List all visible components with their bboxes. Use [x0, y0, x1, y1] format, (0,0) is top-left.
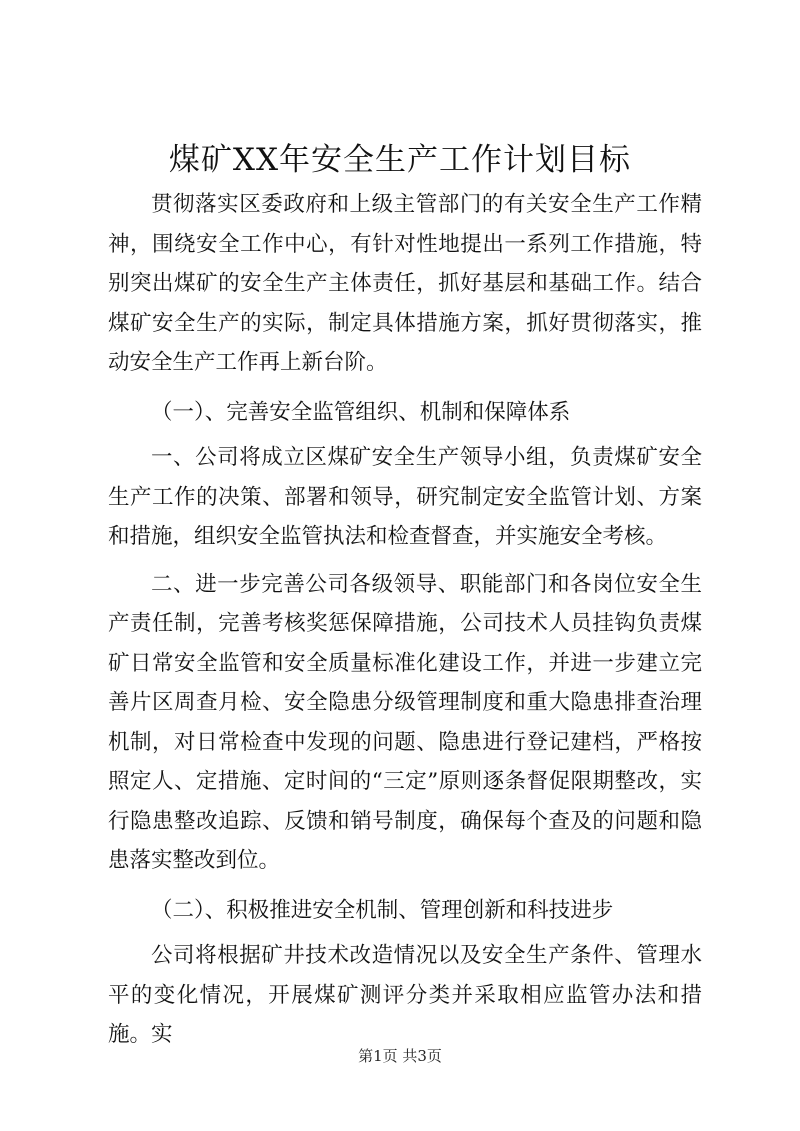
page-number-footer: 第1页 共3页	[358, 1047, 442, 1065]
section-2-paragraph: 公司将根据矿井技术改造情况以及安全生产条件、管理水平的变化情况，开展煤矿测评分类并采取相应监管办法和措施。实	[108, 943, 702, 1047]
section-heading-2: （二）、积极推进安全机制、管理创新和科技进步	[151, 897, 614, 923]
item-paragraph-2: 二、进一步完善公司各级领导、职能部门和各岗位安全生产责任制，完善考核奖惩保障措施，公司技术人员挂钩负责煤矿日常安全监管和安全质量标准化建设工作，并进一步建立完善片区周查月检、安全隐患分级管理制度和重大隐患排查治理机制，对日常检查中发现的问题、隐患进行登记建档，严格按照定人、定措施、定时间的“三定”原则逐条督促限期整改，实行隐患整改追踪、反馈和销号制度，确保每个查及的问题和隐患落实整改到位。	[108, 571, 702, 873]
document-body	[108, 185, 702, 1055]
item-paragraph-1: 一、公司将成立区煤矿安全生产领导小组，负责煤矿安全生产工作的决策、部署和领导，研究制定安全监管计划、方案和措施，组织安全监管执法和检查督查，并实施安全考核。	[108, 445, 702, 549]
document-title: 煤矿XX年安全生产工作计划目标	[168, 142, 632, 178]
intro-paragraph: 贯彻落实区委政府和上级主管部门的有关安全生产工作精神，围绕安全工作中心，有针对性地提出一系列工作措施，特别突出煤矿的安全生产主体责任，抓好基层和基础工作。结合煤矿安全生产的实际，制定具体措施方案，抓好贯彻落实，推动安全生产工作再上新台阶。	[108, 192, 702, 375]
section-heading-1: （一）、完善安全监管组织、机制和保障体系	[151, 399, 571, 425]
